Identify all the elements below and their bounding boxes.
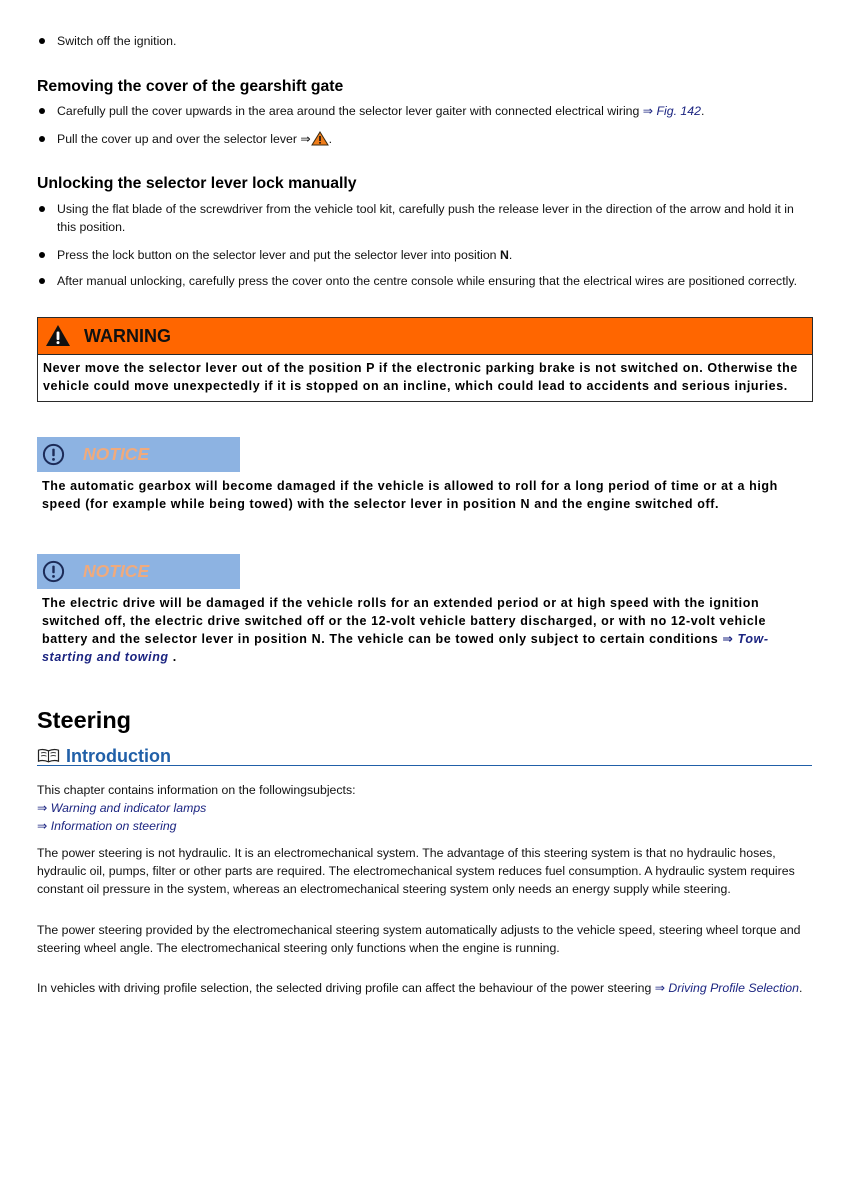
driving-profile-link[interactable]: ⇒ Driving Profile Selection xyxy=(654,981,799,995)
warning-triangle-icon[interactable] xyxy=(311,131,329,146)
warning-label: WARNING xyxy=(84,326,171,346)
warning-lamps-link[interactable]: ⇒ Warning and indicator lamps xyxy=(37,801,207,815)
intro-lead: This chapter contains information on the followingsubjects: xyxy=(37,783,356,797)
list-item-punctuation: . xyxy=(700,104,705,118)
notice-text-body: The automatic gearbox will become damaged if the vehicle is allowed to roll for a long period of time or at a high speed (for example while being towed) with the selector lever in position N and the engine switched off. xyxy=(42,479,778,511)
steering-info-link[interactable]: ⇒ Information on steering xyxy=(37,819,177,833)
list-item xyxy=(37,102,812,120)
list-item xyxy=(37,272,812,290)
list-item xyxy=(37,130,812,148)
list-item-text: Carefully pull the cover upwards in the area around the selector lever gaiter with connected electrical wiring xyxy=(57,104,640,118)
introduction-heading xyxy=(37,744,812,766)
notice-punctuation: . xyxy=(172,650,177,664)
paragraph: The power steering is not hydraulic. It is an electromechanical system. The advantage of this steering system is that no hydraulic hoses, hydraulic oil, pumps, filter or other parts are required. The electromechanical system reduces fuel consumption. A hydraulic system requires constant oil pressure in the system, whereas an electromechanical steering system only needs an energy supply while steering. xyxy=(37,846,795,896)
list-item xyxy=(37,200,812,236)
list-item-text: Switch off the ignition. xyxy=(57,34,177,48)
section-heading: Removing the cover of the gearshift gate xyxy=(37,78,344,95)
figure-link[interactable]: ⇒ Fig. 142 xyxy=(642,104,701,118)
notice-text xyxy=(42,594,810,666)
book-icon xyxy=(37,748,60,763)
position-letter: N xyxy=(499,248,509,262)
list-item xyxy=(37,32,812,50)
list-item-text: After manual unlocking, carefully press the cover onto the centre console while ensuring that the electrical wires are positioned correctly. xyxy=(57,274,798,288)
notice-text xyxy=(42,477,810,513)
list-item-text: Using the flat blade of the screwdriver from the vehicle tool kit, carefully push the release lever in the direction of the arrow and hold it in this position. xyxy=(57,202,794,234)
warning-icon xyxy=(45,324,71,347)
tow-starting-link[interactable]: ⇒ Tow-starting and towing xyxy=(42,632,769,664)
chapter-title: Steering xyxy=(37,707,132,733)
notice-label: NOTICE xyxy=(83,444,150,464)
warning-box xyxy=(37,317,813,402)
list-item xyxy=(37,246,812,264)
section-heading: Unlocking the selector lever lock manually xyxy=(37,175,357,192)
list-item-text: Pull the cover up and over the selector lever ⇒ xyxy=(57,132,311,146)
notice-icon xyxy=(42,560,65,583)
notice-header xyxy=(37,554,240,589)
notice-icon xyxy=(42,443,65,466)
notice-label: NOTICE xyxy=(83,561,150,581)
list-item-punctuation: . xyxy=(328,132,333,146)
notice-header xyxy=(37,437,240,472)
list-item-punctuation: . xyxy=(508,248,513,262)
paragraph-punctuation: . xyxy=(798,981,803,995)
paragraph-text: In vehicles with driving profile selection, the selected driving profile can affect the behaviour of the power steering xyxy=(37,981,652,995)
warning-body xyxy=(38,355,812,401)
paragraph xyxy=(37,979,827,997)
paragraph: The power steering provided by the electromechanical steering system automatically adjusts to the vehicle speed, steering wheel torque and steering wheel angle. The electromechanical steering only functions when the engine is running. xyxy=(37,923,801,955)
notice-text-body: The electric drive will be damaged if the vehicle rolls for an extended period or at high speed with the ignition switched off, the electric drive switched off or the 12-volt vehicle battery discharged, or with no 12-volt vehicle battery and the selector lever in position N. The vehicle can be towed only subject to certain conditions xyxy=(42,596,767,646)
introduction-label: Introduction xyxy=(66,746,171,766)
warning-header xyxy=(38,318,812,355)
list-item-text: Press the lock button on the selector lever and put the selector lever into position xyxy=(57,248,497,262)
warning-text: Never move the selector lever out of the position P if the electronic parking brake is not switched on. Otherwise the vehicle could move unexpectedly if it is stopped on an incline, which could lead to accidents and serious injuries. xyxy=(43,361,798,393)
